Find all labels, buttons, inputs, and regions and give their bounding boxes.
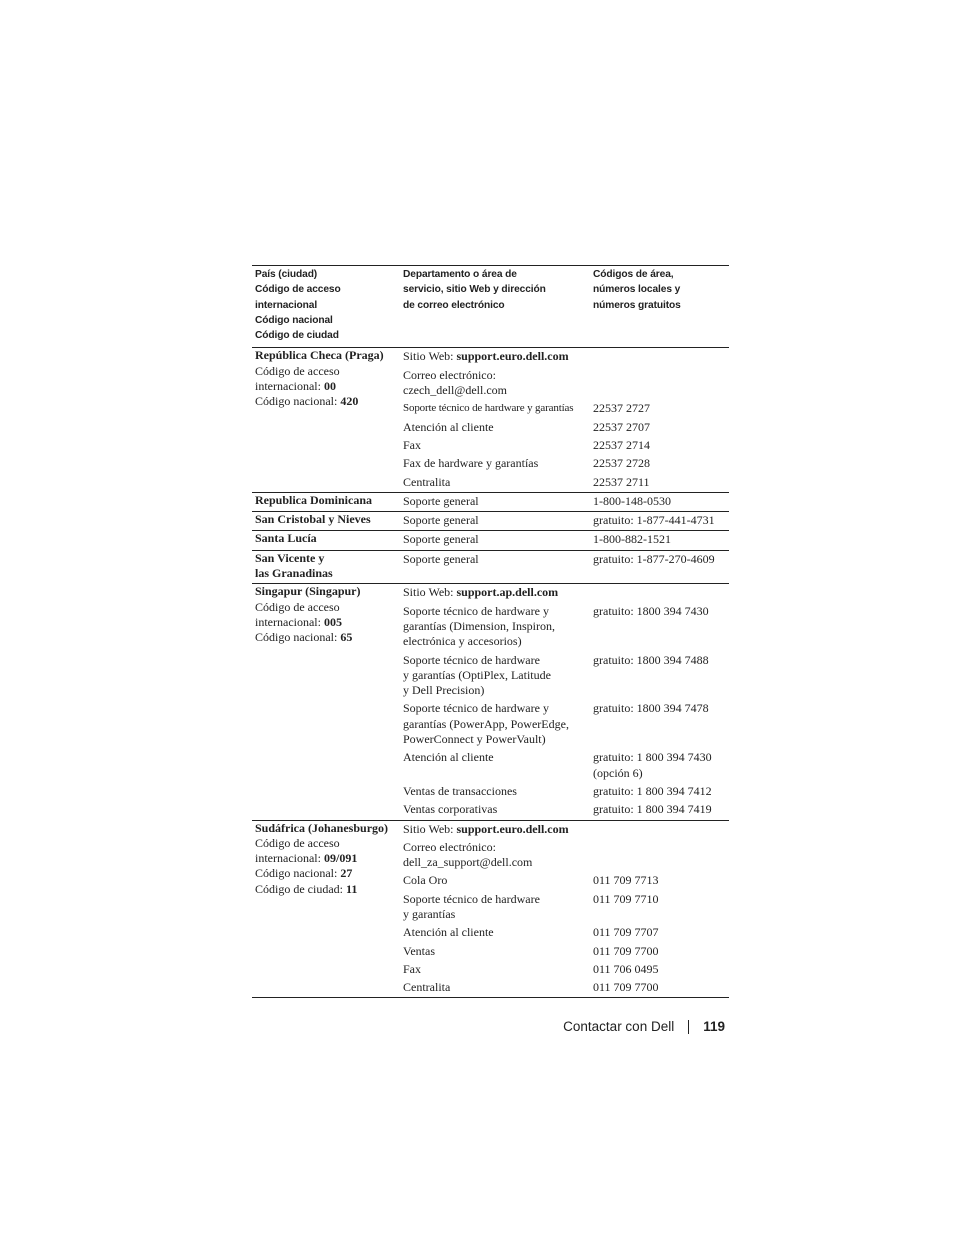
service-cell bbox=[400, 348, 590, 367]
country-group bbox=[252, 512, 729, 531]
code-label: Código nacional: bbox=[255, 866, 341, 881]
header-line: números locales y bbox=[593, 284, 681, 296]
service-label: Sitio Web: bbox=[403, 585, 457, 600]
service-cell bbox=[400, 961, 590, 979]
code-label: Código nacional: bbox=[255, 630, 341, 645]
number-cell bbox=[590, 584, 729, 603]
service-line: y garantías bbox=[403, 906, 456, 921]
phone-number: 011 709 7700 bbox=[593, 943, 659, 958]
number-cell bbox=[590, 749, 729, 783]
header-line: Código nacional bbox=[255, 314, 333, 326]
code-label: internacional: bbox=[255, 614, 324, 629]
page-footer bbox=[563, 1019, 725, 1034]
country-name: San Cristobal y Nieves bbox=[255, 512, 371, 527]
country-group bbox=[252, 531, 729, 550]
country-cell bbox=[252, 531, 400, 550]
number-cell bbox=[590, 801, 729, 820]
phone-number: 011 709 7710 bbox=[593, 891, 659, 906]
service-name: Soporte general bbox=[403, 493, 479, 508]
country-cell bbox=[252, 550, 400, 584]
service-name: Soporte general bbox=[403, 551, 479, 566]
service-line: Correo electrónico: bbox=[403, 839, 496, 854]
table-header bbox=[252, 266, 729, 348]
phone-number: gratuito: 1 800 394 7412 bbox=[593, 783, 712, 798]
service-cell bbox=[400, 652, 590, 701]
phone-number: gratuito: 1 800 394 7430 bbox=[593, 750, 712, 765]
service-line: y Dell Precision) bbox=[403, 683, 485, 698]
service-name: Centralita bbox=[403, 980, 451, 995]
code-value: 00 bbox=[323, 379, 336, 394]
country-name: Republica Dominicana bbox=[255, 492, 373, 507]
number-cell bbox=[590, 961, 729, 979]
footer-section-title: Contactar con Dell bbox=[563, 1019, 675, 1034]
service-website: support.euro.dell.com bbox=[456, 349, 569, 364]
number-cell bbox=[590, 348, 729, 367]
country-group bbox=[252, 820, 729, 998]
number-cell bbox=[590, 839, 729, 873]
service-name: Soporte técnico de hardware y garantías bbox=[403, 402, 574, 415]
service-line: garantías (Dimension, Inspiron, bbox=[403, 618, 555, 633]
code-label: internacional: bbox=[255, 851, 324, 866]
service-cell bbox=[400, 839, 590, 873]
phone-number: 011 709 7700 bbox=[593, 980, 659, 995]
contacts-table bbox=[252, 265, 729, 998]
phone-number: 011 706 0495 bbox=[593, 961, 659, 976]
country-group bbox=[252, 492, 729, 511]
header-line: servicio, sitio Web y dirección bbox=[403, 284, 546, 296]
service-cell bbox=[400, 943, 590, 961]
code-value: 65 bbox=[340, 630, 353, 645]
code-value: 420 bbox=[340, 394, 359, 409]
service-cell bbox=[400, 872, 590, 890]
service-website: support.ap.dell.com bbox=[456, 585, 559, 600]
country-code-line bbox=[255, 882, 397, 897]
code-label: Código de acceso bbox=[255, 835, 340, 850]
service-cell bbox=[400, 979, 590, 998]
service-cell bbox=[400, 492, 590, 511]
country-name: las Granadinas bbox=[255, 566, 333, 581]
service-name: Ventas corporativas bbox=[403, 802, 498, 817]
service-name: Ventas bbox=[403, 943, 435, 958]
country-cell bbox=[252, 512, 400, 531]
header-line: de correo electrónico bbox=[403, 299, 505, 311]
service-cell bbox=[400, 550, 590, 584]
code-label: Código de acceso bbox=[255, 599, 340, 614]
number-cell bbox=[590, 924, 729, 942]
service-cell bbox=[400, 749, 590, 783]
service-line: Soporte técnico de hardware bbox=[403, 652, 540, 667]
header-numbers bbox=[590, 266, 729, 348]
service-name: Soporte general bbox=[403, 532, 479, 547]
table-row bbox=[252, 348, 729, 367]
number-cell bbox=[590, 943, 729, 961]
service-line: Correo electrónico: bbox=[403, 367, 496, 382]
service-line: y garantías (OptiPlex, Latitude bbox=[403, 667, 551, 682]
phone-number: (opción 6) bbox=[593, 765, 643, 780]
table-row bbox=[252, 550, 729, 584]
header-line: Código de acceso internacional bbox=[255, 284, 341, 311]
code-value: 11 bbox=[345, 881, 358, 896]
table-row bbox=[252, 584, 729, 603]
number-cell bbox=[590, 455, 729, 473]
header-country bbox=[252, 266, 400, 348]
service-line: Soporte técnico de hardware y bbox=[403, 701, 549, 716]
service-name: Fax bbox=[403, 961, 421, 976]
service-cell bbox=[400, 584, 590, 603]
service-line: Soporte técnico de hardware bbox=[403, 891, 540, 906]
country-cell bbox=[252, 820, 400, 998]
country-code-line bbox=[255, 364, 397, 379]
service-cell bbox=[400, 474, 590, 493]
country-group bbox=[252, 584, 729, 820]
service-label: Sitio Web: bbox=[403, 349, 457, 364]
table-row bbox=[252, 512, 729, 531]
service-cell bbox=[400, 437, 590, 455]
service-name: Atención al cliente bbox=[403, 925, 494, 940]
service-name: Atención al cliente bbox=[403, 419, 494, 434]
service-cell bbox=[400, 924, 590, 942]
service-cell bbox=[400, 400, 590, 418]
service-line: czech_dell@dell.com bbox=[403, 383, 508, 398]
table-row bbox=[252, 820, 729, 839]
code-value: 09/091 bbox=[323, 851, 358, 866]
service-line: garantías (PowerApp, PowerEdge, bbox=[403, 716, 569, 731]
service-name: Atención al cliente bbox=[403, 750, 494, 765]
header-line: Código de ciudad bbox=[255, 330, 339, 342]
phone-number: 22537 2707 bbox=[593, 419, 650, 434]
phone-number: 22537 2714 bbox=[593, 437, 650, 452]
phone-number: 1-800-882-1521 bbox=[593, 532, 671, 547]
number-cell bbox=[590, 492, 729, 511]
service-cell bbox=[400, 801, 590, 820]
phone-number: gratuito: 1-877-270-4609 bbox=[593, 551, 715, 566]
service-cell bbox=[400, 512, 590, 531]
service-cell bbox=[400, 367, 590, 401]
header-line: Códigos de área, bbox=[593, 269, 674, 280]
number-cell bbox=[590, 419, 729, 437]
footer-divider bbox=[688, 1020, 689, 1034]
phone-number: 011 709 7707 bbox=[593, 925, 659, 940]
country-code-line bbox=[255, 866, 397, 881]
service-name: Ventas de transacciones bbox=[403, 783, 517, 798]
country-code-line bbox=[255, 600, 397, 615]
country-code-line bbox=[255, 615, 397, 630]
number-cell bbox=[590, 531, 729, 550]
service-cell bbox=[400, 891, 590, 925]
number-cell bbox=[590, 550, 729, 584]
phone-number: 22537 2728 bbox=[593, 456, 650, 471]
header-line: País (ciudad) bbox=[255, 269, 318, 280]
country-group bbox=[252, 348, 729, 492]
service-website: support.euro.dell.com bbox=[456, 821, 569, 836]
service-label: Sitio Web: bbox=[403, 821, 457, 836]
country-name: Singapur (Singapur) bbox=[255, 584, 361, 599]
code-label: Código de acceso bbox=[255, 363, 340, 378]
number-cell bbox=[590, 437, 729, 455]
phone-number: gratuito: 1800 394 7488 bbox=[593, 652, 709, 667]
country-code-line bbox=[255, 836, 397, 851]
code-value: 27 bbox=[340, 866, 353, 881]
service-line: PowerConnect y PowerVault) bbox=[403, 732, 546, 747]
country-code-line bbox=[255, 379, 397, 394]
phone-number: gratuito: 1-877-441-4731 bbox=[593, 513, 715, 528]
service-name: Cola Oro bbox=[403, 873, 448, 888]
service-line: electrónica y accesorios) bbox=[403, 634, 522, 649]
number-cell bbox=[590, 783, 729, 801]
number-cell bbox=[590, 820, 729, 839]
country-name: Sudáfrica (Johanesburgo) bbox=[255, 820, 389, 835]
service-cell bbox=[400, 603, 590, 652]
header-line: Departamento o área de bbox=[403, 269, 517, 280]
phone-number: 1-800-148-0530 bbox=[593, 493, 671, 508]
number-cell bbox=[590, 700, 729, 749]
service-cell bbox=[400, 531, 590, 550]
service-line: dell_za_support@dell.com bbox=[403, 855, 533, 870]
number-cell bbox=[590, 652, 729, 701]
code-label: Código de ciudad: bbox=[255, 881, 346, 896]
table-row bbox=[252, 492, 729, 511]
country-code-line bbox=[255, 851, 397, 866]
service-cell bbox=[400, 419, 590, 437]
phone-number: 22537 2711 bbox=[593, 474, 650, 489]
service-name: Fax de hardware y garantías bbox=[403, 456, 539, 471]
header-service bbox=[400, 266, 590, 348]
phone-number: gratuito: 1800 394 7478 bbox=[593, 701, 709, 716]
number-cell bbox=[590, 512, 729, 531]
service-name: Fax bbox=[403, 437, 421, 452]
number-cell bbox=[590, 367, 729, 401]
page-number: 119 bbox=[703, 1019, 725, 1034]
service-cell bbox=[400, 455, 590, 473]
country-name: República Checa (Praga) bbox=[255, 348, 384, 363]
service-cell bbox=[400, 820, 590, 839]
code-value: 005 bbox=[323, 614, 342, 629]
table-row bbox=[252, 531, 729, 550]
country-group bbox=[252, 550, 729, 584]
number-cell bbox=[590, 872, 729, 890]
service-name: Centralita bbox=[403, 474, 451, 489]
phone-number: gratuito: 1800 394 7430 bbox=[593, 603, 709, 618]
header-line: números gratuitos bbox=[593, 299, 681, 311]
country-name: San Vicente y bbox=[255, 550, 325, 565]
service-cell bbox=[400, 700, 590, 749]
country-code-line bbox=[255, 630, 397, 645]
code-label: internacional: bbox=[255, 379, 324, 394]
phone-number: gratuito: 1 800 394 7419 bbox=[593, 802, 712, 817]
country-cell bbox=[252, 492, 400, 511]
service-name: Soporte general bbox=[403, 513, 479, 528]
number-cell bbox=[590, 979, 729, 998]
country-code-line bbox=[255, 394, 397, 409]
number-cell bbox=[590, 474, 729, 493]
country-name: Santa Lucía bbox=[255, 531, 317, 546]
phone-number: 011 709 7713 bbox=[593, 873, 659, 888]
code-label: Código nacional: bbox=[255, 394, 341, 409]
service-cell bbox=[400, 783, 590, 801]
phone-number: 22537 2727 bbox=[593, 401, 650, 416]
service-line: Soporte técnico de hardware y bbox=[403, 603, 549, 618]
number-cell bbox=[590, 603, 729, 652]
number-cell bbox=[590, 400, 729, 418]
country-cell bbox=[252, 348, 400, 492]
country-cell bbox=[252, 584, 400, 820]
number-cell bbox=[590, 891, 729, 925]
